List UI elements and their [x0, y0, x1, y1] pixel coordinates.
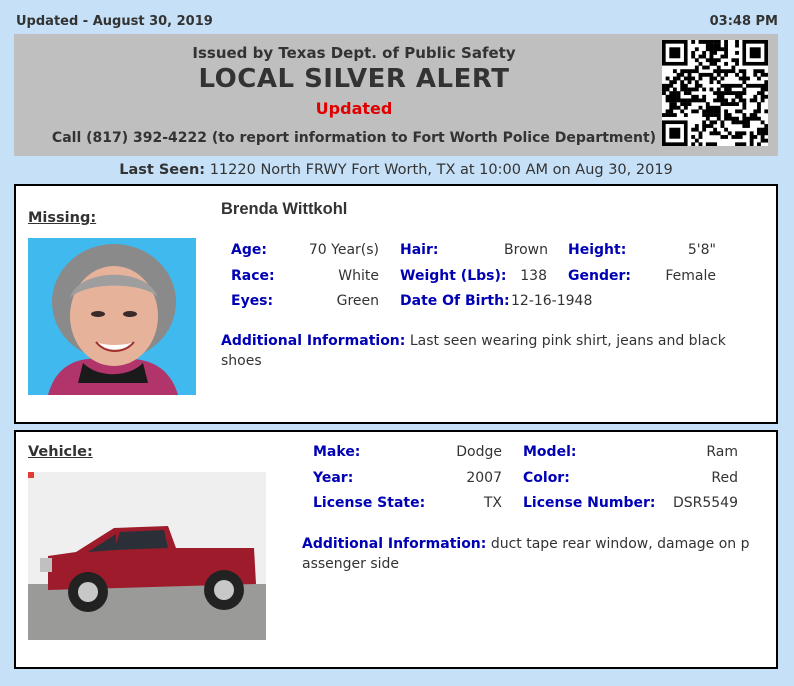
license-number-label: License Number: — [523, 495, 656, 511]
updated-time: 03:48 PM — [709, 14, 778, 29]
missing-panel — [14, 184, 778, 424]
missing-additional-line1: Last seen wearing pink shirt, jeans and black — [409, 333, 726, 349]
alert-title: LOCAL SILVER ALERT — [198, 64, 510, 94]
alert-header — [14, 34, 778, 156]
year-label: Year: — [313, 470, 354, 486]
issued-by: Issued by Texas Dept. of Public Safety — [192, 44, 516, 62]
last-seen-label: Last Seen: — [119, 162, 206, 178]
missing-additional-label: Additional Information: — [221, 333, 406, 349]
last-seen-value: 11220 North FRWY Fort Worth, TX at 10:00 AM on Aug 30, 2019 — [209, 162, 673, 178]
color-label: Color: — [523, 470, 570, 486]
color-value: Red — [711, 470, 738, 486]
model-value: Ram — [706, 444, 738, 460]
vehicle-photo — [28, 472, 266, 640]
age-value: 70 Year(s) — [308, 242, 379, 258]
qr-code-icon[interactable] — [662, 40, 768, 146]
vehicle-additional-label: Additional Information: — [302, 536, 487, 552]
hair-label: Hair: — [400, 242, 439, 258]
license-number-value: DSR5549 — [672, 495, 738, 511]
missing-person-photo — [28, 238, 196, 395]
license-state-value: TX — [483, 495, 502, 511]
last-seen — [14, 162, 778, 178]
age-label: Age: — [231, 242, 267, 258]
call-info: Call (817) 392-4222 (to report information to Fort Worth Police Department) — [51, 130, 657, 146]
vehicle-label: Vehicle: — [28, 444, 93, 460]
height-label: Height: — [568, 242, 627, 258]
gender-value: Female — [665, 268, 716, 284]
vehicle-panel — [14, 430, 778, 669]
vehicle-additional-info — [302, 534, 762, 574]
race-value: White — [338, 268, 379, 284]
model-label: Model: — [523, 444, 577, 460]
make-label: Make: — [313, 444, 361, 460]
gender-label: Gender: — [568, 268, 631, 284]
weight-label: Weight (Lbs): — [400, 268, 507, 284]
vehicle-additional-line2: assenger side — [302, 556, 400, 572]
height-value: 5'8" — [687, 242, 716, 258]
missing-additional-info — [221, 331, 761, 371]
eyes-label: Eyes: — [231, 293, 274, 309]
dob-label: Date Of Birth: — [400, 293, 510, 309]
missing-label: Missing: — [28, 210, 97, 226]
eyes-value: Green — [336, 293, 379, 309]
dob-value: 12-16-1948 — [511, 293, 593, 309]
year-value: 2007 — [466, 470, 502, 486]
race-label: Race: — [231, 268, 275, 284]
updated-date: Updated - August 30, 2019 — [16, 14, 213, 29]
weight-value: 138 — [520, 268, 547, 284]
alert-status: Updated — [315, 99, 393, 118]
license-state-label: License State: — [313, 495, 426, 511]
vehicle-additional-line1: duct tape rear window, damage on p — [490, 536, 750, 552]
top-bar — [14, 12, 780, 34]
missing-person-name: Brenda Wittkohl — [221, 200, 348, 218]
make-value: Dodge — [456, 444, 502, 460]
missing-additional-line2: shoes — [221, 353, 262, 369]
hair-value: Brown — [504, 242, 548, 258]
